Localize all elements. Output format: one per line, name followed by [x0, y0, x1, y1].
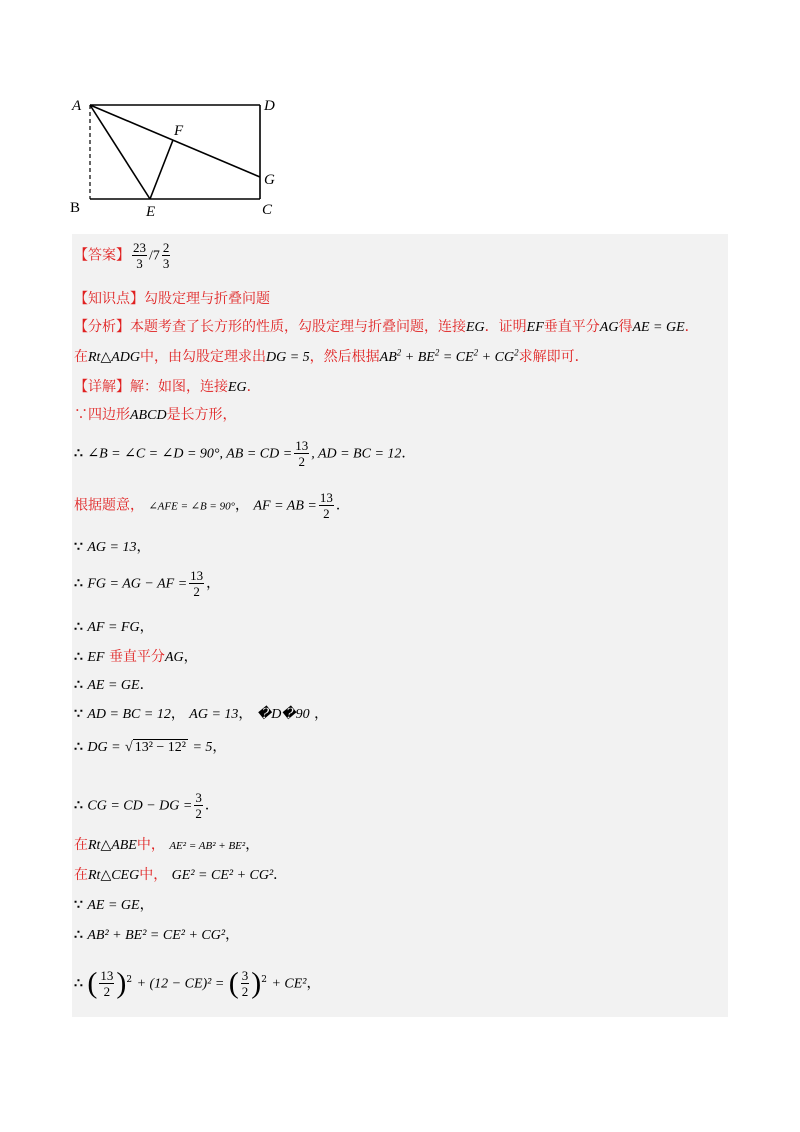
label-d: D [264, 98, 275, 114]
detail-line-5: ∵ AG = 13， [74, 539, 151, 555]
label-f: F [174, 123, 184, 139]
detail-line-1: 【详解】解：如图，连接EG． [74, 379, 261, 395]
detail-line-10: ∵ AD = BC = 12， AG = 13， �D�90 ， [74, 706, 329, 722]
detail-line-14: 在Rt△CEG中， GE² = CE² + CG²． [74, 867, 288, 883]
detail-line-3: ∴ ∠B = ∠C = ∠D = 90°, AB = CD = $\frac{13}{2}$ , AD = BC = 12． [74, 438, 416, 469]
geometry-figure [66, 90, 296, 220]
detail-line-8: ∴ EF 垂直平分AG， [74, 649, 198, 665]
label-g: G [264, 172, 275, 188]
detail-line-13: 在Rt△ABE中， AE² = AB² + BE²， [74, 837, 260, 853]
segment-ef [150, 140, 173, 199]
segment-ae [90, 105, 150, 199]
segment-ag [90, 105, 260, 177]
detail-line-7: ∴ AF = FG， [74, 619, 154, 635]
answer-mixed-fraction: $\frac{2}{3}$ [162, 240, 170, 271]
detail-line-11: ∴ DG = √ 13² − 12² = 5， [74, 739, 227, 755]
analysis-line-1: 【分析】本题考查了长方形的性质，勾股定理与折叠问题，连接EG．证明EF垂直平分AG得AE = GE． [74, 319, 699, 335]
detail-line-12: ∴ CG = CD − DG = $\frac{3}{2}$ ． [74, 790, 219, 821]
detail-line-6: ∴ FG = AG − AF = $\frac{13}{2}$ ， [74, 568, 221, 599]
detail-line-2: ∵四边形ABCD是长方形， [74, 407, 237, 423]
analysis-line-2: 在Rt△ADG中，由勾股定理求出DG = 5，然后根据$AB^2 + BE^2 = CE^2 + CG^2$求解即可． [74, 347, 589, 365]
label-b: B [70, 200, 81, 216]
detail-line-16: ∴ AB² + BE² = CE² + CG²， [74, 927, 240, 943]
rectangle-diagram [66, 90, 296, 220]
detail-line-4: 根据题意， ∠AFE = ∠B = 90°， AF = AB = $\frac{13}{2}$ ． [74, 490, 350, 521]
answer-line: 【答案】 $\frac{23}{3}$ /7 $\frac{2}{3}$ [74, 240, 170, 271]
label-c: C [262, 202, 273, 218]
detail-line-17: ∴ ( $\frac{13}{2}$ )$^2$ + (12 − CE)² = ( $\frac{3}{2}$ )$^2$ + CE²， [74, 966, 321, 1000]
knowledge-line: 【知识点】勾股定理与折叠问题 [74, 291, 270, 307]
answer-tag: 【答案】 [74, 247, 130, 264]
answer-fraction: $\frac{23}{3}$ [133, 240, 146, 271]
detail-line-9: ∴ AE = GE． [74, 677, 154, 693]
label-a: A [72, 98, 82, 114]
detail-line-15: ∵ AE = GE， [74, 897, 154, 913]
label-e: E [146, 204, 156, 220]
